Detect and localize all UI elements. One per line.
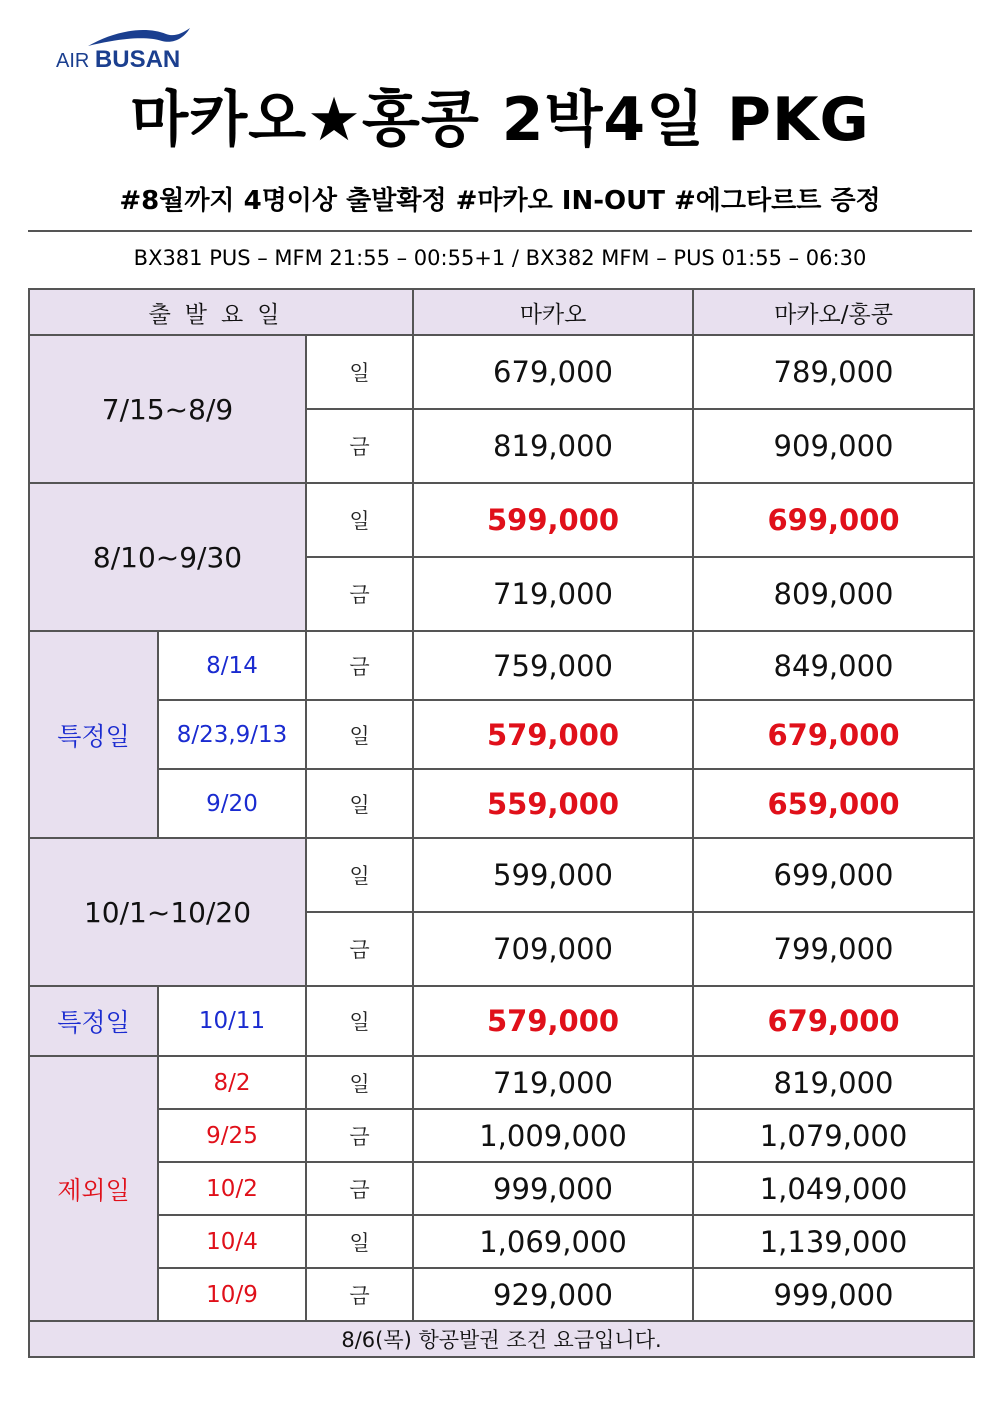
weekday: 금 (306, 1268, 413, 1321)
price-macau: 579,000 (413, 986, 693, 1056)
special-date-label: 특정일 (29, 631, 158, 838)
weekday: 일 (306, 1215, 413, 1268)
table-footer-row (29, 1321, 974, 1357)
price-macau-hongkong: 699,000 (693, 838, 974, 912)
specific-date: 8/23,9/13 (158, 700, 306, 769)
price-macau-hongkong: 1,139,000 (693, 1215, 974, 1268)
date-range: 8/10~9/30 (29, 483, 306, 631)
price-macau: 719,000 (413, 1056, 693, 1109)
weekday: 금 (306, 631, 413, 700)
price-macau: 719,000 (413, 557, 693, 631)
table-row (29, 1215, 974, 1268)
excluded-date: 10/9 (158, 1268, 306, 1321)
price-macau-hongkong: 679,000 (693, 986, 974, 1056)
price-macau-hongkong: 1,079,000 (693, 1109, 974, 1162)
weekday: 금 (306, 912, 413, 986)
price-macau-hongkong: 819,000 (693, 1056, 974, 1109)
excluded-date-label: 제외일 (29, 1056, 158, 1321)
table-row (29, 700, 974, 769)
table-row (29, 1162, 974, 1215)
price-macau: 709,000 (413, 912, 693, 986)
specific-date: 10/11 (158, 986, 306, 1056)
price-macau: 599,000 (413, 483, 693, 557)
fare-condition-note: 8/6(목) 항공발권 조건 요금입니다. (29, 1321, 974, 1357)
table-row (29, 1056, 974, 1109)
flight-schedule: BX381 PUS – MFM 21:55 – 00:55+1 / BX382 MFM – PUS 01:55 – 06:30 (133, 246, 867, 270)
divider (28, 230, 972, 232)
weekday: 일 (306, 335, 413, 409)
weekday: 금 (306, 1109, 413, 1162)
special-date-label: 특정일 (29, 986, 158, 1056)
header-macau-hongkong: 마카오/홍콩 (693, 289, 974, 335)
weekday: 일 (306, 838, 413, 912)
excluded-date: 10/2 (158, 1162, 306, 1215)
weekday: 일 (306, 700, 413, 769)
weekday: 금 (306, 557, 413, 631)
price-macau: 819,000 (413, 409, 693, 483)
weekday: 금 (306, 1162, 413, 1215)
price-macau: 559,000 (413, 769, 693, 838)
price-macau-hongkong: 849,000 (693, 631, 974, 700)
table-row (29, 335, 974, 409)
excluded-date: 10/4 (158, 1215, 306, 1268)
specific-date: 9/20 (158, 769, 306, 838)
price-macau-hongkong: 659,000 (693, 769, 974, 838)
table-row (29, 631, 974, 700)
table-row (29, 838, 974, 912)
excluded-date: 9/25 (158, 1109, 306, 1162)
price-macau: 599,000 (413, 838, 693, 912)
table-row (29, 1109, 974, 1162)
price-macau: 1,069,000 (413, 1215, 693, 1268)
price-macau: 759,000 (413, 631, 693, 700)
price-macau-hongkong: 909,000 (693, 409, 974, 483)
air-busan-logo (56, 24, 196, 74)
price-macau-hongkong: 679,000 (693, 700, 974, 769)
page-title: 마카오★홍콩 2박4일 PKG (130, 85, 870, 155)
logo-prefix: AIR (56, 50, 90, 72)
price-macau: 999,000 (413, 1162, 693, 1215)
promo-hashtags: #8월까지 4명이상 출발확정 #마카오 IN-OUT #에그타르트 증정 (119, 186, 881, 216)
header-departure-day: 출발요일 (29, 289, 413, 335)
price-macau-hongkong: 1,049,000 (693, 1162, 974, 1215)
header-macau: 마카오 (413, 289, 693, 335)
price-macau-hongkong: 809,000 (693, 557, 974, 631)
weekday: 일 (306, 1056, 413, 1109)
price-macau: 1,009,000 (413, 1109, 693, 1162)
logo-name: BUSAN (94, 46, 181, 73)
table-row (29, 769, 974, 838)
price-macau: 679,000 (413, 335, 693, 409)
price-macau-hongkong: 999,000 (693, 1268, 974, 1321)
price-macau-hongkong: 799,000 (693, 912, 974, 986)
price-macau-hongkong: 789,000 (693, 335, 974, 409)
excluded-date: 8/2 (158, 1056, 306, 1109)
table-row (29, 986, 974, 1056)
specific-date: 8/14 (158, 631, 306, 700)
table-row (29, 1268, 974, 1321)
weekday: 일 (306, 769, 413, 838)
weekday: 금 (306, 409, 413, 483)
price-macau: 579,000 (413, 700, 693, 769)
weekday: 일 (306, 986, 413, 1056)
price-macau-hongkong: 699,000 (693, 483, 974, 557)
date-range: 7/15~8/9 (29, 335, 306, 483)
price-macau: 929,000 (413, 1268, 693, 1321)
date-range: 10/1~10/20 (29, 838, 306, 986)
price-table (28, 288, 975, 1358)
weekday: 일 (306, 483, 413, 557)
table-row (29, 483, 974, 557)
